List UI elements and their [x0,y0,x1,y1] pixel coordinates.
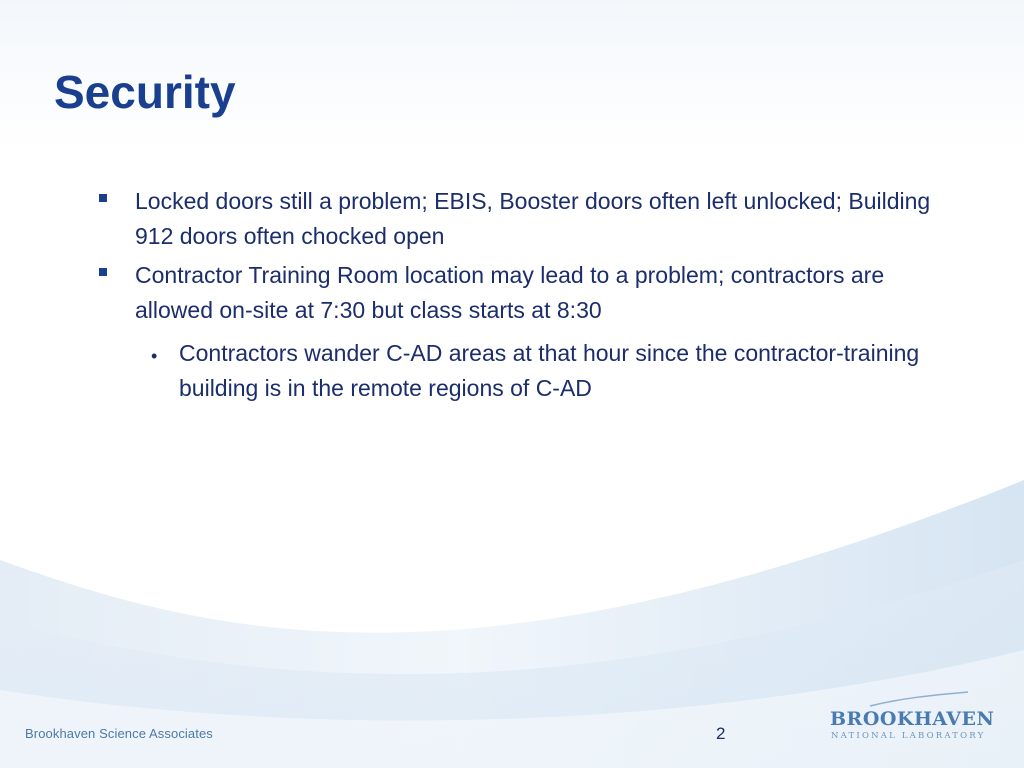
bullet-item: Locked doors still a problem; EBIS, Booster doors often left unlocked; Building 912 doors often chocked open [135,188,931,249]
sub-bullet-item: Contractors wander C-AD areas at that hour since the contractor-training building is in the remote regions of C-AD [179,340,920,401]
logo-swoosh-icon [830,690,1005,710]
bullet-square-icon [99,194,107,202]
logo-subtitle: NATIONAL LABORATORY [831,731,986,741]
sub-bullet-dot-icon: • [151,346,158,366]
slide-title: Security [54,66,236,118]
footer-organization: Brookhaven Science Associates [25,726,213,741]
brookhaven-logo [830,690,1005,745]
bullet-item: Contractor Training Room location may lead to a problem; contractors are allowed on-site at 7:30 but class starts at 8:30 [135,262,885,323]
logo-wordmark: BROOKHAVEN [830,708,995,730]
page-number: 2 [716,724,726,743]
bullet-square-icon [99,268,107,276]
